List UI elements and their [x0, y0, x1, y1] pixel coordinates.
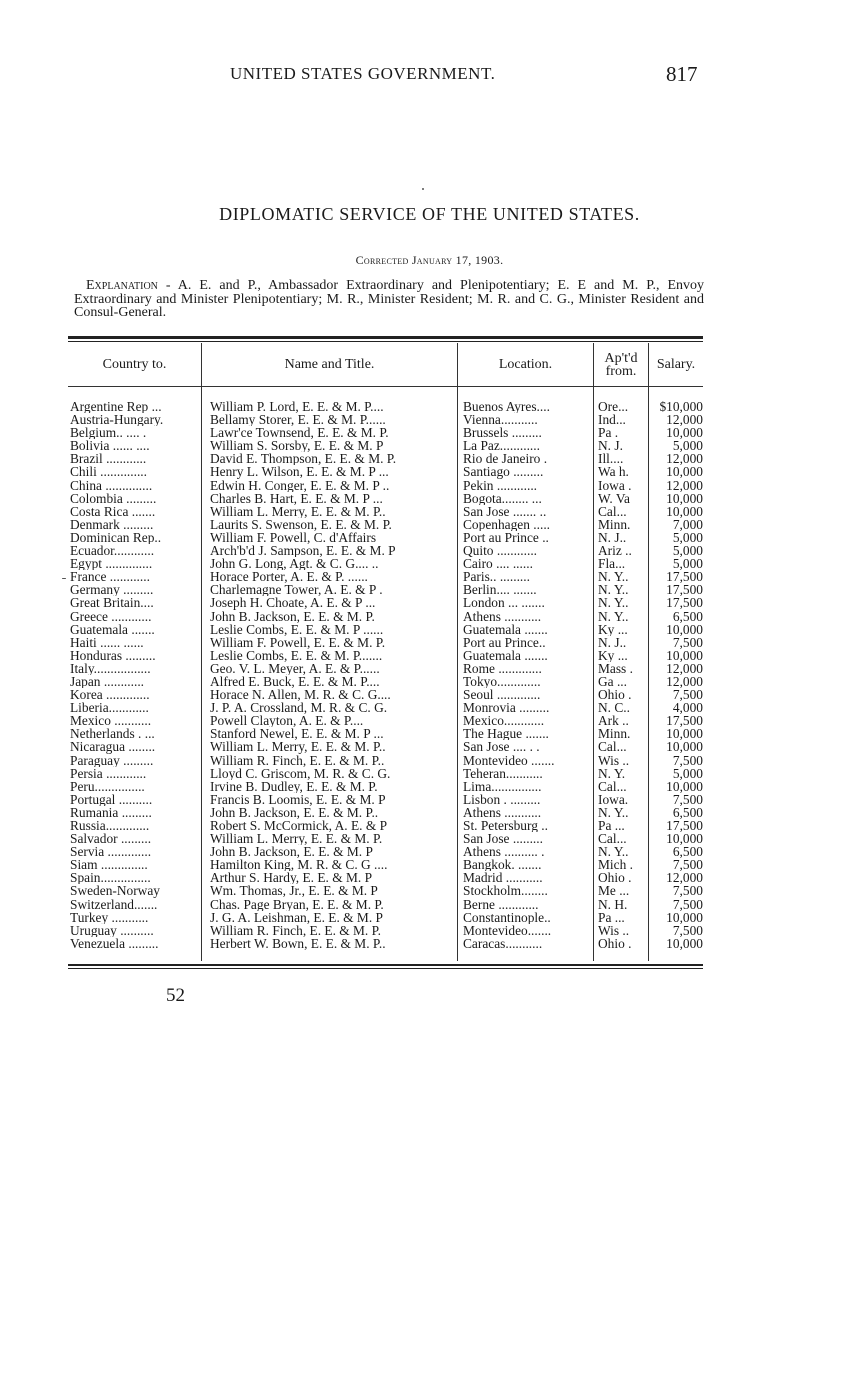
cell-appointed-from: N. Y.. [598, 609, 629, 623]
cell-name-title: Herbert W. Bown, E. E. & M. P.. [210, 936, 386, 950]
cell-name-title: Laurits S. Swenson, E. E. & M. P. [210, 517, 392, 531]
cell-country: Chili .............. [70, 465, 148, 479]
cell-location: Berne ............ [463, 897, 539, 911]
cell-salary: 17,500 [666, 583, 703, 597]
cell-appointed-from: N. Y.. [598, 596, 629, 610]
cell-location: Buenos Ayres.... [463, 400, 550, 414]
cell-country: Costa Rica ....... [70, 504, 156, 518]
cell-location: Monrovia ......... [463, 701, 550, 715]
table-row [68, 596, 703, 609]
cell-name-title: William P. Lord, E. E. & M. P.... [210, 400, 384, 414]
cell-appointed-from: Cal... [598, 832, 627, 846]
cell-appointed-from: Iowa. [598, 792, 629, 806]
cell-name-title: Horace Porter, A. E. & P. ...... [210, 570, 368, 584]
cell-salary: 10,000 [666, 740, 703, 754]
cell-location: La Paz............ [463, 439, 540, 453]
signature-mark: 52 [166, 985, 185, 1006]
cell-appointed-from: N. J.. [598, 530, 627, 545]
table-top-rule-thick [68, 336, 703, 339]
cell-country: Venezuela ......... [70, 936, 159, 950]
cell-location: Seoul ............. [463, 688, 541, 702]
cell-location: Mexico............ [463, 714, 545, 728]
cell-salary: 12,000 [666, 413, 703, 427]
cell-location: Montevideo....... [463, 923, 552, 937]
cell-country: Siam .............. [70, 858, 148, 872]
table-row [68, 439, 703, 452]
table-row [68, 623, 703, 636]
cell-location: Vienna........... [463, 413, 538, 427]
table-body [68, 400, 703, 950]
cell-location: Paris.. ......... [463, 570, 530, 584]
cell-name-title: David E. Thompson, E. E. & M. P. [210, 452, 397, 466]
cell-country: Italy................. [70, 661, 151, 675]
cell-salary: 5,000 [672, 544, 703, 558]
cell-name-title: William F. Powell, C. d'Affairs [210, 530, 377, 545]
cell-salary: 7,500 [672, 792, 703, 806]
cell-country: Korea ............. [70, 688, 150, 702]
table-row [68, 924, 703, 937]
cell-name-title: Geo. V. L. Meyer, A. E. & P...... [210, 661, 380, 675]
cell-name-title: John B. Jackson, E. E. & M. P. [210, 609, 375, 623]
cell-appointed-from: N. J. [598, 439, 623, 453]
cell-appointed-from: N. C.. [598, 701, 630, 715]
table-row [68, 570, 703, 583]
cell-location: Quito ............ [463, 544, 538, 558]
cell-name-title: Chas. Page Bryan, E. E. & M. P. [210, 897, 384, 911]
table-row [68, 531, 703, 544]
cell-country: Switzerland....... [70, 897, 158, 911]
cell-name-title: Leslie Combs, E. E. & M. P ...... [210, 622, 384, 636]
cell-location: The Hague ....... [463, 727, 549, 741]
cell-name-title: William L. Merry, E. E. & M. P.. [210, 504, 386, 518]
cell-name-title: William L. Merry, E. E. & M. P. [210, 832, 383, 846]
cell-appointed-from: Cal... [598, 779, 627, 793]
cell-name-title: Arthur S. Hardy, E. E. & M. P [210, 871, 373, 885]
cell-salary: 17,500 [666, 819, 703, 833]
cell-country: Liberia............ [70, 701, 149, 715]
cell-name-title: Leslie Combs, E. E. & M. P....... [210, 648, 383, 662]
header-rule [68, 386, 703, 387]
cell-salary: 17,500 [666, 596, 703, 610]
cell-name-title: Francis B. Loomis, E. E. & M. P [210, 792, 386, 806]
page-number: 817 [666, 62, 698, 86]
table-row [68, 714, 703, 727]
cell-appointed-from: Iowa . [598, 478, 632, 492]
cell-appointed-from: Mass . [598, 661, 633, 675]
cell-appointed-from: Cal... [598, 504, 627, 518]
table-row [68, 688, 703, 701]
cell-country: Guatemala ....... [70, 622, 155, 636]
table-row [68, 845, 703, 858]
cell-country: Russia............. [70, 819, 150, 833]
cell-appointed-from: N. Y.. [598, 583, 629, 597]
cell-name-title: Wm. Thomas, Jr., E. E. & M. P [210, 884, 378, 898]
cell-salary: 4,000 [672, 701, 703, 715]
cell-country: Austria-Hungary. [70, 413, 164, 427]
cell-appointed-from: W. Va [598, 491, 630, 505]
header-appointed-from-line2: from. [605, 363, 637, 379]
cell-salary: 12,000 [666, 452, 703, 466]
cell-salary: 7,500 [672, 858, 703, 872]
cell-salary: 6,500 [672, 845, 703, 859]
cell-name-title: Edwin H. Conger, E. E. & M. P .. [210, 478, 390, 492]
cell-location: Athens ........... [463, 609, 542, 623]
cell-salary: 12,000 [666, 674, 703, 689]
cell-location: St. Petersburg .. [463, 819, 548, 833]
cell-country: Peru............... [70, 779, 145, 793]
cell-name-title: Bellamy Storer, E. E. & M. P...... [210, 413, 386, 427]
cell-location: Constantinople.. [463, 910, 551, 924]
explanation-text: - A. E. and P., Ambassador Extraordinary and Plenipotentiary; E. E and M. P., Envoy Extraordinary and Minister Plenipotentiary; M. R., Minister Resident; M. R. and C. G., Minister Resident and Consul-General. [74, 278, 704, 321]
cell-appointed-from: Ky ... [598, 622, 628, 636]
cell-location: Athens .......... . [463, 845, 545, 859]
cell-location: Port au Prince.. [463, 635, 546, 649]
table-row [68, 662, 703, 675]
table-bottom-rule-thick [68, 964, 703, 966]
cell-appointed-from: Minn. [598, 727, 631, 741]
table-row [68, 937, 703, 950]
cell-salary: 10,000 [666, 727, 703, 741]
cell-country: Spain............... [70, 871, 151, 885]
cell-country: Great Britain.... [70, 596, 154, 610]
cell-salary: 10,000 [666, 832, 703, 846]
table-row [68, 492, 703, 505]
cell-name-title: John B. Jackson, E. E. & M. P.. [210, 805, 379, 819]
table-row [68, 610, 703, 623]
cell-country: Ecuador............ [70, 544, 155, 558]
table-row [68, 819, 703, 832]
table-row [68, 465, 703, 478]
cell-appointed-from: N. J.. [598, 635, 627, 649]
table-row [68, 544, 703, 557]
table-row [68, 780, 703, 793]
cell-country: Argentine Rep ... [70, 400, 162, 414]
cell-name-title: Hamilton King, M. R. & C. G .... [210, 858, 388, 872]
cell-salary: $10,000 [659, 400, 703, 414]
cell-country: Salvador ......... [70, 832, 152, 846]
cell-country: Turkey ........... [70, 910, 149, 924]
cell-appointed-from: Wis .. [598, 753, 630, 767]
cell-appointed-from: Cal... [598, 740, 627, 754]
cell-salary: 12,000 [666, 871, 703, 885]
running-head: UNITED STATES GOVERNMENT. [230, 64, 496, 83]
cell-location: Athens ........... [463, 805, 542, 819]
table-row [68, 754, 703, 767]
cell-country: Uruguay .......... [70, 923, 154, 937]
cell-name-title: John B. Jackson, E. E. & M. P [210, 845, 373, 859]
cell-appointed-from: Ohio . [598, 871, 632, 885]
cell-name-title: William L. Merry, E. E. & M. P.. [210, 740, 386, 754]
table-top-rule-thin [68, 341, 703, 342]
cell-country: Brazil ............ [70, 452, 147, 466]
cell-name-title: J. G. A. Leishman, E. E. & M. P [210, 910, 383, 924]
cell-salary: 10,000 [666, 779, 703, 793]
cell-appointed-from: Ohio . [598, 936, 632, 950]
table-row [68, 701, 703, 714]
cell-location: Guatemala ....... [463, 622, 548, 636]
explanation-label: Explanation [86, 278, 158, 293]
cell-appointed-from: N. Y.. [598, 805, 629, 819]
subtitle [0, 253, 859, 268]
cell-country: Rumania ......... [70, 805, 152, 819]
header-appointed-from-line1: Ap't'd [604, 350, 638, 366]
cell-country: Netherlands . ... [70, 727, 155, 741]
cell-name-title: Charles B. Hart, E. E. & M. P ... [210, 491, 383, 505]
cell-name-title: Joseph H. Choate, A. E. & P ... [210, 596, 376, 610]
cell-name-title: Lloyd C. Griscom, M. R. & C. G. [210, 766, 391, 780]
cell-appointed-from: Mich . [598, 858, 633, 872]
cell-salary: 5,000 [672, 766, 703, 780]
cell-appointed-from: Pa ... [598, 819, 625, 833]
cell-appointed-from: Ga ... [598, 674, 628, 689]
cell-country: Greece ............ [70, 609, 152, 623]
cell-location: Bangkok. ....... [463, 858, 542, 872]
cell-name-title: Arch'b'd J. Sampson, E. E. & M. P [210, 544, 396, 558]
cell-salary: 5,000 [672, 530, 703, 545]
table-row [68, 793, 703, 806]
table-row [68, 911, 703, 924]
cell-name-title: John G. Long, Agt. & C. G.... .. [210, 557, 379, 571]
table-row [68, 583, 703, 596]
header-location: Location. [498, 357, 553, 372]
table-row [68, 767, 703, 780]
cell-location: Stockholm........ [463, 884, 548, 898]
table-row [68, 649, 703, 662]
ink-speck [62, 578, 66, 579]
cell-location: Tokyo............. [463, 674, 541, 689]
cell-country: Mexico ........... [70, 714, 152, 728]
cell-location: Rome ............. [463, 661, 542, 675]
header-country: Country to. [102, 357, 167, 372]
cell-appointed-from: Wa h. [598, 465, 629, 479]
cell-name-title: Henry L. Wilson, E. E. & M. P ... [210, 465, 389, 479]
cell-location: Berlin.... ....... [463, 583, 537, 597]
cell-country: Colombia ......... [70, 491, 157, 505]
cell-salary: 6,500 [672, 609, 703, 623]
table-row [68, 413, 703, 426]
cell-salary: 7,500 [672, 688, 703, 702]
cell-appointed-from: N. Y.. [598, 570, 629, 584]
cell-location: Teheran........... [463, 766, 543, 780]
table-row [68, 518, 703, 531]
cell-country: Sweden-Norway [70, 884, 160, 898]
cell-appointed-from: Ark .. [598, 714, 629, 728]
header-salary: Salary. [656, 357, 696, 372]
cell-name-title: William R. Finch, E. E. & M. P.. [210, 753, 385, 767]
cell-salary: 5,000 [672, 557, 703, 571]
cell-salary: 7,500 [672, 753, 703, 767]
cell-location: Lima............... [463, 779, 542, 793]
cell-country: France ............ [70, 570, 150, 584]
cell-salary: 10,000 [666, 504, 703, 518]
cell-name-title: Robert S. McCormick, A. E. & P [210, 819, 388, 833]
cell-name-title: Stanford Newel, E. E. & M. P ... [210, 727, 384, 741]
table-row [68, 858, 703, 871]
cell-name-title: Horace N. Allen, M. R. & C. G.... [210, 688, 391, 702]
cell-appointed-from: Ky ... [598, 648, 628, 662]
cell-location: Brussels ......... [463, 426, 542, 440]
ink-speck [422, 188, 424, 190]
cell-appointed-from: N. H. [598, 897, 628, 911]
table-bottom-rule-thin [68, 968, 703, 969]
table-row [68, 400, 703, 413]
cell-country: Bolivia ...... .... [70, 439, 150, 453]
cell-country: Servia ............. [70, 845, 152, 859]
corrected-date: Corrected January 17, 1903. [355, 253, 504, 267]
cell-appointed-from: Ariz .. [598, 544, 632, 558]
cell-salary: 7,500 [672, 897, 703, 911]
cell-name-title: Powell Clayton, A. E. & P.... [210, 714, 364, 728]
cell-country: Portugal .......... [70, 792, 153, 806]
cell-salary: 10,000 [666, 622, 703, 636]
cell-appointed-from: N. Y.. [598, 845, 629, 859]
cell-country: Denmark ......... [70, 517, 154, 531]
cell-appointed-from: Ore... [598, 400, 629, 414]
cell-country: Paraguay ......... [70, 753, 154, 767]
cell-salary: 12,000 [666, 661, 703, 675]
cell-salary: 10,000 [666, 465, 703, 479]
cell-salary: 10,000 [666, 936, 703, 950]
table-row [68, 557, 703, 570]
cell-country: Japan ............ [70, 674, 145, 689]
cell-location: Pekin ............ [463, 478, 538, 492]
cell-name-title: J. P. A. Crossland, M. R. & C. G. [210, 701, 388, 715]
cell-location: London ... ....... [463, 596, 545, 610]
cell-location: San Jose .... . . [463, 740, 540, 754]
cell-country: Nicaragua ........ [70, 740, 156, 754]
cell-salary: 7,500 [672, 923, 703, 937]
cell-country: Haiti ...... ...... [70, 635, 144, 649]
cell-appointed-from: Ind... [598, 413, 626, 427]
header-appointed-from [594, 343, 648, 386]
cell-location: San Jose ......... [463, 832, 543, 846]
cell-salary: 17,500 [666, 570, 703, 584]
table-row [68, 727, 703, 740]
cell-name-title: Lawr'ce Townsend, E. E. & M. P. [210, 426, 389, 440]
table-row [68, 898, 703, 911]
cell-country: Belgium.. .... . [70, 426, 147, 440]
cell-salary: 12,000 [666, 478, 703, 492]
table-row [68, 806, 703, 819]
page-title: DIPLOMATIC SERVICE OF THE UNITED STATES. [219, 204, 640, 224]
cell-salary: 17,500 [666, 714, 703, 728]
cell-country: Persia ............ [70, 766, 147, 780]
cell-country: Germany ......... [70, 583, 154, 597]
cell-appointed-from: Me ... [598, 884, 630, 898]
cell-location: Bogota........ ... [463, 491, 542, 505]
cell-salary: 7,500 [672, 884, 703, 898]
cell-salary: 7,000 [672, 517, 703, 531]
table-row [68, 452, 703, 465]
cell-salary: 10,000 [666, 648, 703, 662]
cell-name-title: William F. Powell, E. E. & M. P. [210, 635, 386, 649]
cell-salary: 10,000 [666, 426, 703, 440]
diplomatic-service-table [68, 343, 703, 961]
cell-location: Madrid ........... [463, 871, 543, 885]
cell-name-title: Irvine B. Dudley, E. E. & M. P. [210, 779, 378, 793]
cell-name-title: Charlemagne Tower, A. E. & P . [210, 583, 383, 597]
cell-country: Egypt .............. [70, 557, 153, 571]
cell-appointed-from: Pa . [598, 426, 619, 440]
header-name: Name and Title. [284, 357, 375, 372]
cell-appointed-from: Minn. [598, 517, 631, 531]
cell-salary: 5,000 [672, 439, 703, 453]
cell-location: Santiago ......... [463, 465, 544, 479]
table-row [68, 505, 703, 518]
cell-location: Port au Prince .. [463, 530, 549, 545]
table-row [68, 832, 703, 845]
table-row [68, 479, 703, 492]
cell-location: Copenhagen ..... [463, 517, 551, 531]
table-row [68, 426, 703, 439]
explanation [74, 279, 704, 320]
cell-location: Montevideo ....... [463, 753, 555, 767]
cell-country: China .............. [70, 478, 153, 492]
cell-location: Rio de Janeiro . [463, 452, 548, 466]
cell-location: Caracas........... [463, 936, 543, 950]
table-row [68, 884, 703, 897]
cell-salary: 7,500 [672, 635, 703, 649]
cell-salary: 6,500 [672, 805, 703, 819]
cell-name-title: William R. Finch, E. E. & M. P. [210, 923, 381, 937]
cell-appointed-from: Fla... [598, 557, 626, 571]
cell-location: Cairo .... ...... [463, 557, 533, 571]
table-row [68, 871, 703, 884]
cell-salary: 10,000 [666, 910, 703, 924]
cell-name-title: Alfred E. Buck, E. E. & M. P.... [210, 674, 380, 689]
cell-appointed-from: Ohio . [598, 688, 632, 702]
cell-appointed-from: Pa ... [598, 910, 625, 924]
table-row [68, 740, 703, 753]
cell-salary: 10,000 [666, 491, 703, 505]
cell-location: Guatemala ....... [463, 648, 548, 662]
table-row [68, 636, 703, 649]
cell-appointed-from: Ill.... [598, 452, 624, 466]
table-row [68, 675, 703, 688]
cell-location: San Jose ....... .. [463, 504, 547, 518]
cell-name-title: William S. Sorsby, E. E. & M. P [210, 439, 384, 453]
cell-location: Lisbon . ......... [463, 792, 541, 806]
cell-appointed-from: Wis .. [598, 923, 630, 937]
cell-appointed-from: N. Y. [598, 766, 626, 780]
cell-country: Honduras ......... [70, 648, 156, 662]
cell-country: Dominican Rep.. [70, 530, 162, 545]
